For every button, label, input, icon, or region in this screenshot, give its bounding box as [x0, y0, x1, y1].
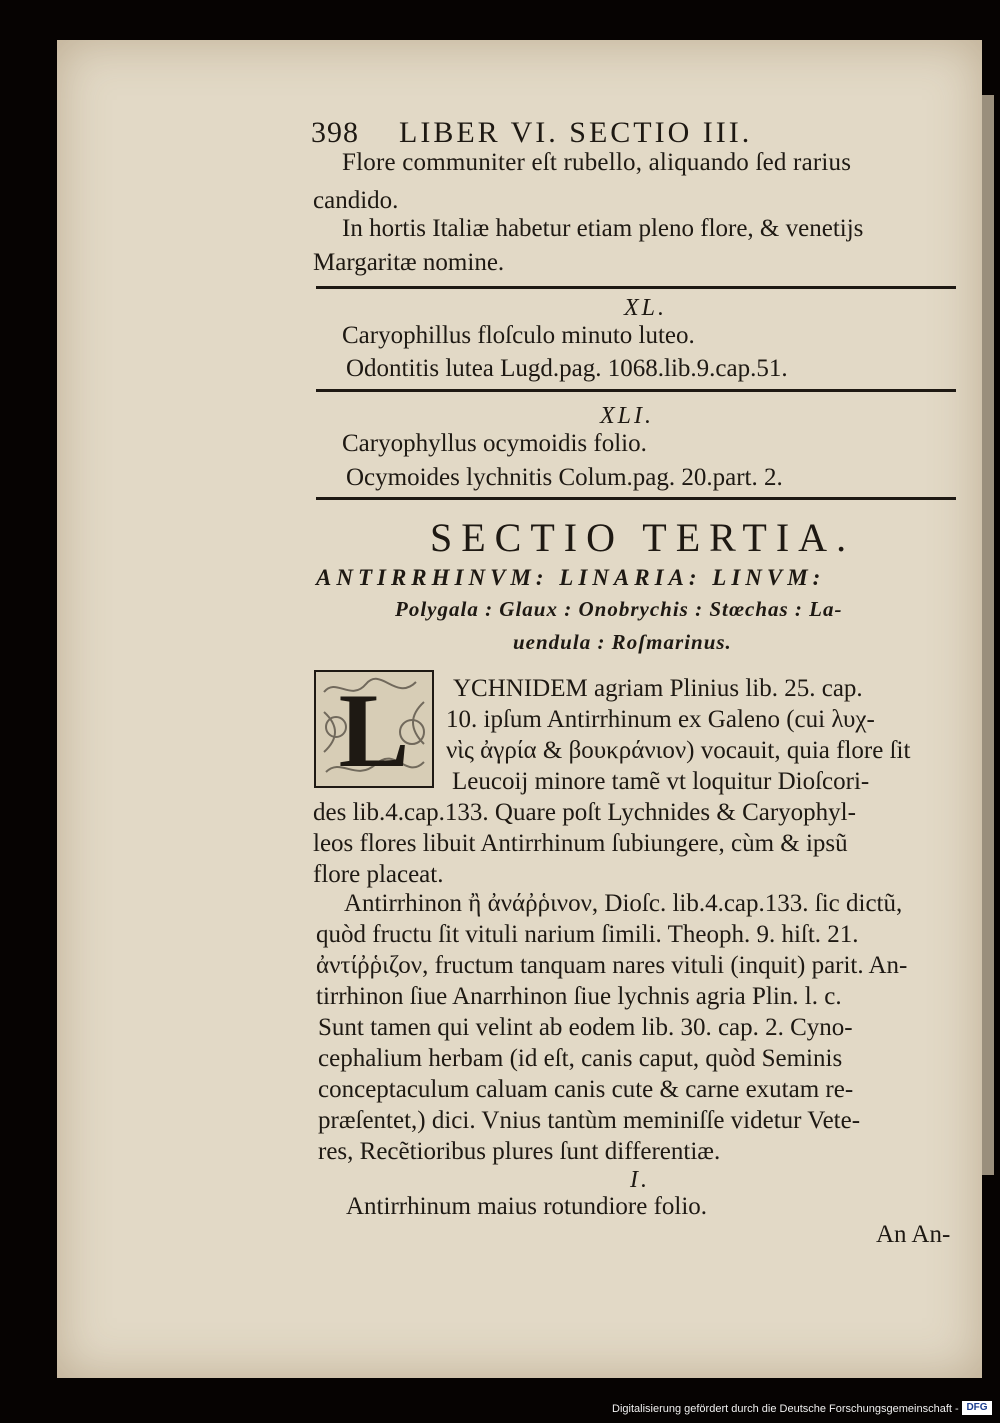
section-subtitle: ANTIRRHINVM: LINARIA: LINVM:: [316, 565, 826, 590]
body-line: quòd fructu ſit vituli narium ſimili. Theoph. 9. hiſt. 21.: [316, 921, 859, 948]
page-number: 398: [311, 116, 359, 149]
section-subtitle: Polygala : Glaux : Onobrychis : Stœchas : La-: [395, 597, 843, 621]
body-line: des lib.4.cap.133. Quare poſt Lychnides & Caryophyl-: [313, 799, 856, 826]
text-line: candido.: [313, 187, 399, 214]
body-line: cephalium herbam (id eſt, canis caput, quòd Seminis: [318, 1045, 843, 1072]
page-edge: [982, 95, 994, 1175]
digitization-credit: Digitalisierung gefördert durch die Deutsche Forschungsgemeinschaft -: [612, 1403, 959, 1415]
dfg-logo[interactable]: DFG: [962, 1401, 992, 1415]
body-line: Leucoij minore tamẽ vt loquitur Dioſcori-: [452, 768, 870, 795]
divider-rule: [316, 497, 956, 500]
entry-number: I.: [630, 1167, 650, 1193]
entry-line: Antirrhinum maius rotundiore folio.: [346, 1193, 708, 1220]
body-line: res, Recẽtioribus plures ſunt differentiæ.: [318, 1138, 721, 1165]
entry-number: XL.: [624, 295, 668, 321]
body-line: YCHNIDEM agriam Plinius lib. 25. cap.: [453, 675, 863, 702]
body-line: tirrhinon ſiue Anarrhinon ſiue lychnis agria Plin. l. c.: [316, 983, 842, 1010]
text-line: In hortis Italiæ habetur etiam pleno flore, & venetijs: [342, 215, 864, 242]
body-line: Sunt tamen qui velint ab eodem lib. 30. cap. 2. Cyno-: [318, 1014, 853, 1041]
entry-line: Odontitis lutea Lugd.pag. 1068.lib.9.cap.51.: [346, 355, 788, 382]
body-line: Antirrhinon ἢ ἀνάῤῥινον, Dioſc. lib.4.cap.133. ſic dictũ,: [344, 890, 903, 917]
section-subtitle: uendula : Roſmarinus.: [513, 630, 732, 654]
body-line: conceptaculum caluam canis cute & carne exutam re-: [318, 1076, 854, 1103]
body-line: flore placeat.: [313, 861, 444, 888]
body-line: 10. ipſum Antirrhinum ex Galeno (cui λυχ-: [446, 706, 875, 733]
body-line: νὶς ἀγρία & βουκράνιον) vocauit, quia flore ſit: [446, 737, 911, 764]
body-line: ἀντίῤῥιζον, fructum tanquam nares vituli (inquit) parit. An-: [316, 952, 908, 979]
body-line: præſentet,) dici. Vnius tantùm meminiſſe videtur Vete-: [318, 1107, 861, 1134]
text-line: Flore communiter eſt rubello, aliquando ſed rarius: [342, 149, 852, 176]
entry-line: Caryophillus floſculo minuto luteo.: [342, 322, 695, 349]
section-title: SECTIO TERTIA.: [430, 515, 856, 560]
running-title: LIBER VI. SECTIO III.: [399, 116, 753, 149]
entry-number: XLI.: [600, 403, 654, 429]
running-header: [311, 118, 752, 148]
entry-line: Ocymoides lychnitis Colum.pag. 20.part. 2.: [346, 464, 783, 491]
divider-rule: [316, 389, 956, 392]
decorated-initial: [314, 670, 434, 788]
initial-letter: L: [338, 672, 410, 789]
body-line: leos flores libuit Antirrhinum ſubiungere, cùm & ipsũ: [313, 830, 848, 857]
catchword: An An-: [876, 1221, 951, 1248]
divider-rule: [316, 286, 956, 289]
text-line: Margaritæ nomine.: [313, 249, 505, 276]
entry-line: Caryophyllus ocymoidis folio.: [342, 430, 647, 457]
